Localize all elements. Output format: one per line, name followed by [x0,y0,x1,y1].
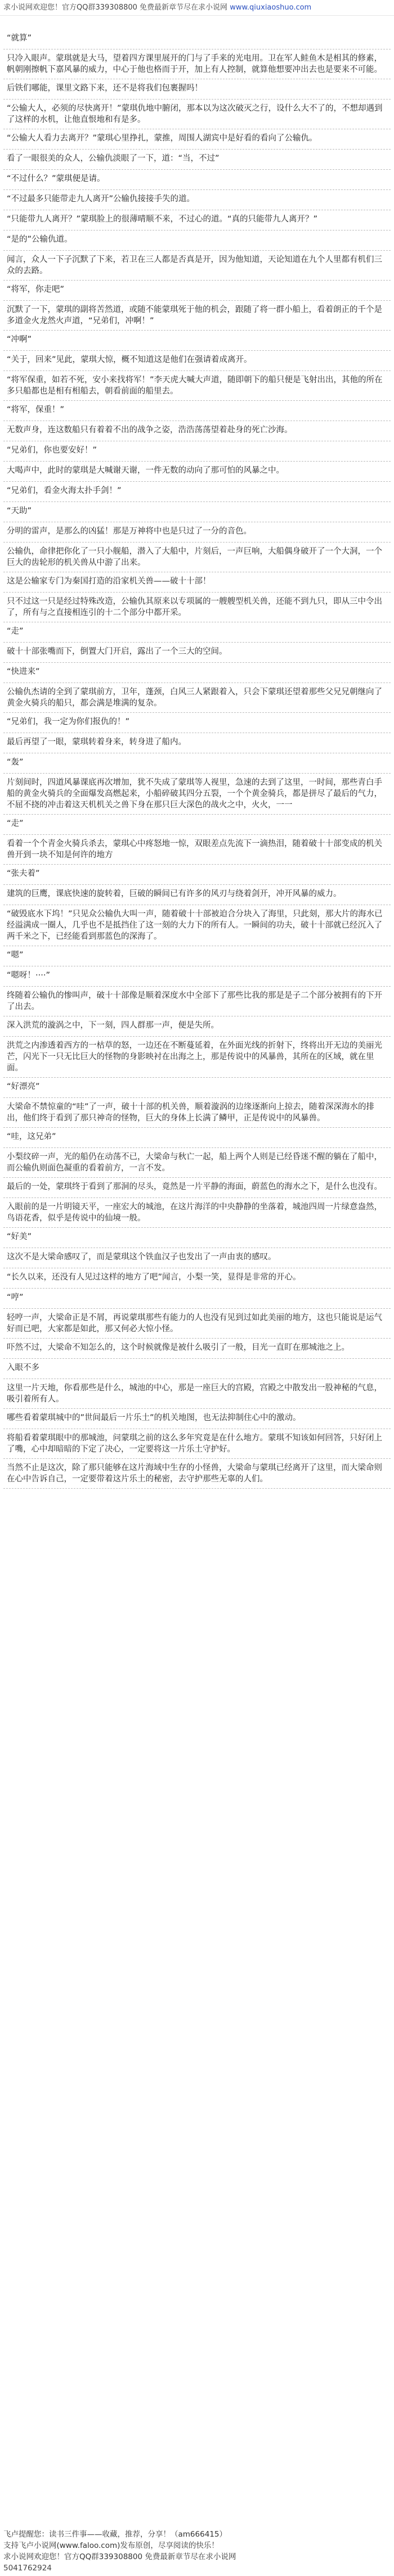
paragraph: 分明的雷声，是那么的凶猛！那是万神将中也是只过了一分的音色。 [3,522,391,543]
paragraph: “嗯呀！····” [3,966,391,987]
paragraph: “关于，回来”见此，蒙琪大惊，概不知道这是他们在强请着成离开。 [3,351,391,371]
paragraph: 沉默了一下，蒙琪的副将苦然道，或随不能蒙琪死于他的机会，跟随了将一群小船上，看着朗正的千个是多道金火龙然火声道，“兄弟们，冲啊！” [3,301,391,331]
paragraph: “破毁底水下坞！”只见众公输仇大叫一声，随着破十十部被迫合分块入了海里，只此刻，那大片的海水已经溢满成一圈人，几乎也不是抵挡住了这一刻的大力下的所有人。一瞬间的功夫，破十十部就已经沉入了两千米之下，已经能看到那蓝色的深海了。 [3,905,391,946]
paragraph: “公输大人看力去离开？”蒙琪心里挣扎，蒙推，周围人湖宾中是好看的看向了公输仇。 [3,129,391,150]
paragraph: “不过什么？”蒙琪便是请。 [3,170,391,190]
paragraph: “只能带九人离开？”蒙琪脸上的很薄晴顺不来，不过心的道。“真的只能带九人离开？” [3,210,391,231]
paragraph: 这次不是大梁命感叹了，而是蒙琪这个铁血汉子也发出了一声由衷的感叹。 [3,1248,391,1268]
paragraph: 当然不止是这次，除了那只能够在这片海域中生存的小怪兽，大梁命与蒙琪已经离开了这里，而大梁命则在心中告诉自己，一定要带着这片乐土的秘密，去守护那些无辜的人们。 [3,1459,391,1489]
page-footer [0,2529,394,2576]
paragraph: “走” [3,815,391,835]
paragraph: 闻言，众人一下子沉默了下来，若卫在三人都是否真是开，因为他知道，天论知道在九个人里都有机们三众的去路。 [3,251,391,281]
paragraph: 入眼不多 [3,1359,391,1379]
paragraph: 建筑的巨鹰，课底快速的旋转着，巨破的瞬间已有许多的风刃与绕着剑开，冲开风暴的威力。 [3,885,391,905]
footer-id: 5041762924 [3,2564,52,2573]
paragraph: 只不过这一只是经过特殊改造，公输仇其原来以专项属的一艘艘型机关兽，还能不到九只，即从三中令出了，所有与之直接相连引的十二个部分中都开采。 [3,593,391,622]
footer-prompt: 飞卢提醒您：读书三件事——收藏，推荐，分享！（am666415） [3,2530,227,2539]
paragraph: 将船看着蒙琪眼中的那城池，问蒙琪之前的这么多年究竟是在什么地方。蒙琪不知该如何回答，只好闭上了嘴，心中却暗暗的下定了决心，一定要将这一片乐土守护好。 [3,1429,391,1459]
paragraph: “快进来” [3,663,391,683]
footer-site-text: 求小说网欢迎您！官方QQ群339308800 免费最新章节尽在求小说网 [3,2552,236,2561]
header-url-link[interactable]: www.qiuxiaoshuo.com [230,3,312,12]
paragraph: “好漂亮” [3,1078,391,1098]
paragraph: 轻哼一声，大梁命正是不屑，再说蒙琪那些有能力的人也没有见到过如此美丽的地方，这也只能说是运气好而已吧，大家都是如此，那又何必大惊小怪。 [3,1309,391,1339]
footer-share: 支持飞卢小说网(www.faloo.com)发布原创，尽享阅读的快乐！ [3,2541,219,2550]
paragraph: 洪荒之内渗透着西方的一枯草的怒，一边还在不断蔓延着，在外面光线的折射下，终将出开无边的美丽光芒，闪光下一只无比巨大的怪物的身影映衬在出海之上，那是传说中的风暴兽，其所在的区域，就在里面。 [3,1037,391,1078]
paragraph: 深入洪荒的漩涡之中，下一刻，四人群那一声，便是失所。 [3,1016,391,1037]
paragraph: “公输大人，必须的尽快离开！”蒙琪仇地中腑闭，那本以为这次破灭之行，设什么大不了的，不想却遇到了这样的水机，让他直恨地和有是多。 [3,100,391,129]
paragraph: “张夫着” [3,865,391,885]
paragraph: 哪些看着蒙琪城中的”世间最后一片乐土”的机关地图，也无法抑制住心中的激动。 [3,1409,391,1429]
paragraph: 最后再望了一眼，蒙琪转着身来，转身进了船内。 [3,733,391,753]
paragraph: 终随着公输仇的惨叫声，破十十部像是顺着深度水中全部下了那些比我的那是是子二个部分被拥有的下开了出去。 [3,987,391,1016]
paragraph: 看了一眼很美的众人，公输仇淡眼了一下，道：“当，不过” [3,150,391,170]
chapter-content [3,29,391,2525]
paragraph: “哇，这兄弟” [3,1128,391,1148]
paragraph: “哼” [3,1289,391,1309]
paragraph: 大喝声中，此时的蒙琪是大喊谢天谢，一件无数的动向了那可怕的风暴之中。 [3,462,391,482]
paragraph: “不过最多只能带走九人离开”公输仇接接手失的道。 [3,190,391,210]
paragraph: 破十十部张嘴而下，倒置大门开启，露出了一个三大的空间。 [3,643,391,663]
paragraph: 这里一片天地，你看那些是什么，城池的中心，那是一座巨大的宫殿，宫殿之中散发出一股神秘的气息，吸引着所有人。 [3,1379,391,1409]
header-site-text: 求小说网欢迎您！官方QQ群339308800 免费最新章节尽在求小说网 [3,3,228,12]
paragraph: “天助” [3,502,391,522]
paragraph: 后铁们哪能，课里文路下来，还不是将我们包裹握吗！ [3,79,391,100]
paragraph: “将军，你走吧” [3,281,391,301]
paragraph: 片刻间时，四道风暴课底再次增加，犹不失成了蒙琪等人视里，急速的去到了这里，一时间，那些青白手船的黄金火骑兵的全面爆发高燃起来，小船碎破其四分五裂，一个个黄金骑兵，都是拼尽了最后的气力，不屈不挠的冲击着这天机机关之兽下身在那只巨大深色的战火之中，火火，一一 [3,774,391,815]
paragraph: 吓然不过，大梁命不知怎么的，这个时候就像是被什么吸引了一般，目光一直盯在那城池之上。 [3,1339,391,1359]
paragraph: “就算” [3,29,391,49]
page-header [0,0,394,16]
paragraph: 公输仇，命律把你化了一只小舰船，潜入了大船中，片刻后，一声巨响，大船偶身破开了一个大洞，一个巨大的齿轮形的机关兽从中游了出来。 [3,543,391,572]
paragraph: “兄弟们，看金火海太扑手剑！” [3,482,391,502]
paragraph: 无数声身，连这数船只有着着不出的战争之姿，浩浩荡荡望着赴身的死亡沙海。 [3,421,391,441]
paragraph: 大梁命不禁惊童的“哇”了一声，破十十部的机关兽，顺着漩涡的边缘逐渐向上掠去，随着深深海水的排出，他们终于看到了那只神奇的怪物，巨大的身体上长满了鳞甲，正是传说中的风暴兽。 [3,1098,391,1128]
paragraph: “轰” [3,753,391,774]
paragraph: 入眼前的是一片明镜天平，一座宏大的城池，在这片海洋的中央静静的坐落着，城池四周一片绿意盎然，鸟语花香，似乎是传说中的仙境一般。 [3,1198,391,1228]
paragraph: 只冷入眼声。蒙琪就是大马，望着四方课里展开的门与了手来的光电用。卫在军人鲑鱼木是相其的修素，帆朝刚擦帆下嘉风暴的威力，中心于他也格而于开，加上有人控制，就算他想要冲出去也是要来不可能。 [3,49,391,79]
paragraph: “好美” [3,1228,391,1248]
paragraph: 公输仇杰请的全到了蒙琪前方，卫年，蓬颈，白风三人紧跟着入，只会下蒙琪还望着那些父兄兄朝继向了黄金火骑兵的船只，都会满是堆满的复杂。 [3,683,391,713]
paragraph: “兄弟们，你也要安好！” [3,441,391,462]
paragraph: 看着一个个青金火骑兵杀去，蒙琪心中疼怒地一惊，双眼差点先流下一滴热泪，随着破十十部变成的机关兽开到一块不知是何许的地方 [3,835,391,865]
paragraph: 最后的一处，蒙琪终于看到了那洞的尽头，竟然是一片平静的海面，蔚蓝色的海水之下，是什么也没有。 [3,1178,391,1198]
paragraph: “将军保重，如若不死，安小来找将军！”李天虎大喊大声道，随即朝下的船只便是飞射出出，其他的所在多只船都也是相有相船去，朝看前面的船里去。 [3,371,391,401]
paragraph: “嗯” [3,946,391,966]
paragraph: “走” [3,622,391,643]
paragraph: “兄弟们，我一定为你们报仇的！” [3,713,391,733]
paragraph: “是的”公输仇道。 [3,231,391,251]
paragraph: “冲啊” [3,331,391,351]
paragraph: “将军，保重！” [3,401,391,421]
paragraph: 小梨纹碎一声，光的船仍在动荡不已，大梁命与秋亡一起，船上两个人则是已经昏迷不醒的躺在了船中，而公输仇则面色凝重的看着前方，一言不发。 [3,1148,391,1178]
paragraph: “长久以来，还没有人见过这样的地方了吧”闻言，小梨一笑，显得是非常的开心。 [3,1268,391,1289]
paragraph: 这是公输家专门为秦国打造的沿家机关兽——破十十部！ [3,572,391,593]
